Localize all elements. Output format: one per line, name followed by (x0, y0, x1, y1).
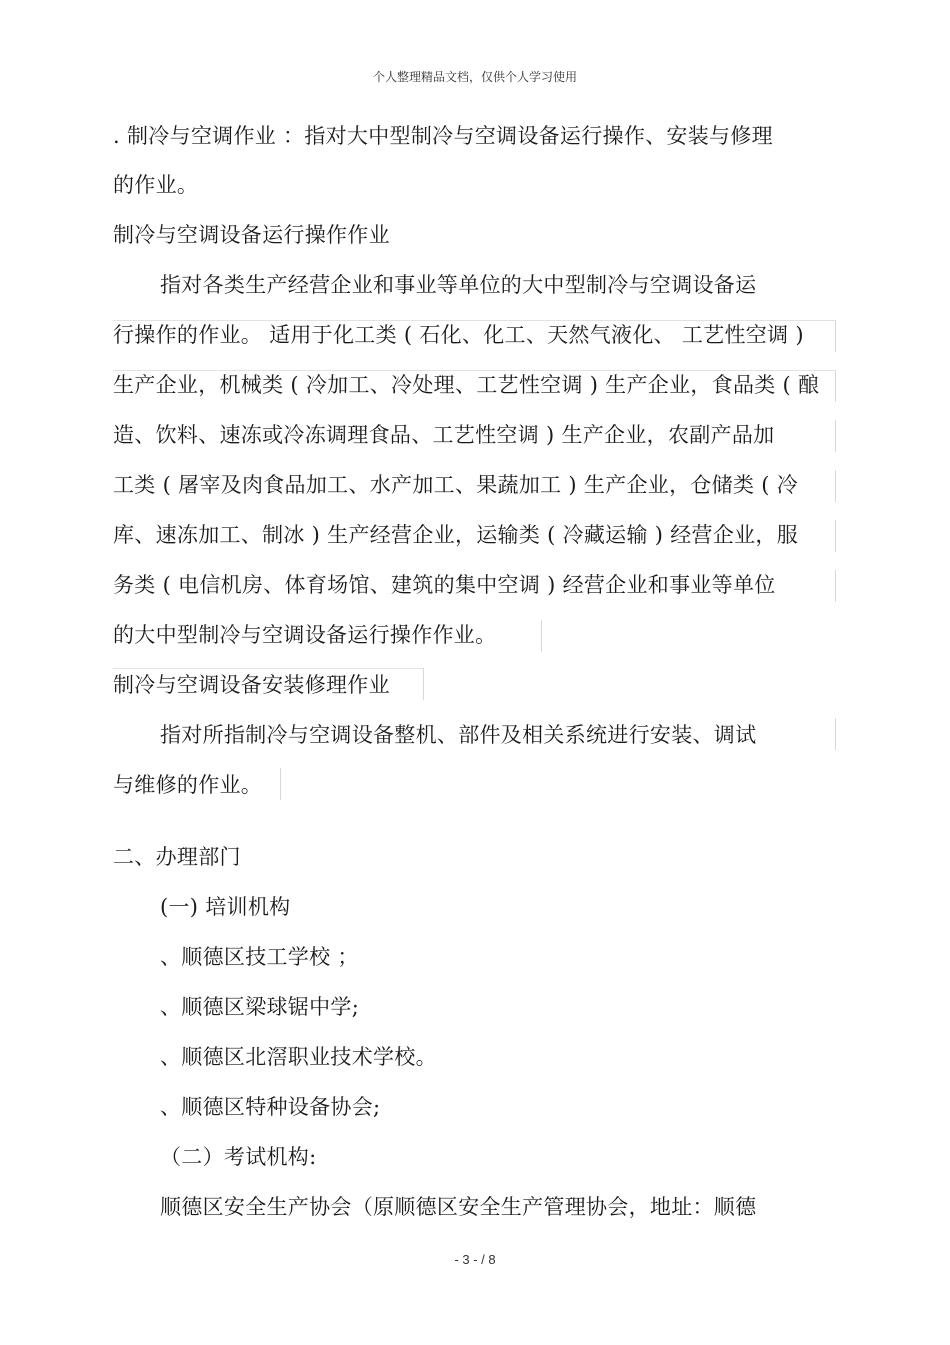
divider (835, 420, 836, 452)
text-line: 工类 ( 屠宰及肉食品加工、水产加工、果蔬加工 ) 生产企业，仓储类 ( 冷 (113, 473, 799, 497)
divider (280, 768, 281, 800)
divider (541, 620, 542, 652)
divider (113, 370, 835, 371)
page-number: - 3 - / 8 (454, 1252, 496, 1267)
list-item: 、顺德区技工学校 ； (160, 945, 359, 969)
divider (423, 668, 424, 700)
subsection-heading: （二）考试机构: (160, 1145, 317, 1169)
text-line: 的大中型制冷与空调设备运行操作作业。 (113, 623, 497, 647)
divider (835, 570, 836, 602)
section-heading: 制冷与空调设备运行操作作业 (113, 223, 390, 247)
text-line: 指对所指制冷与空调设备整机、部件及相关系统进行安装、调试 (160, 723, 757, 747)
divider (835, 470, 836, 502)
text-line: 生产企业，机械类 ( 冷加工、冷处理、工艺性空调 ) 生产企业，食品类 ( 酿 (113, 373, 820, 397)
list-item: 、顺德区梁球锯中学; (160, 995, 360, 1019)
list-item: 、顺德区特种设备协会; (160, 1095, 381, 1119)
text-line: 行操作的作业。 适用于化工类 ( 石化、化工、天然气液化、 工艺性空调 ) (113, 323, 804, 347)
divider (113, 668, 423, 669)
text-line: 务类 ( 电信机房、体育场馆、建筑的集中空调 ) 经营企业和事业等单位 (113, 573, 776, 597)
text-line: 指对各类生产经营企业和事业等单位的大中型制冷与空调设备运 (160, 273, 757, 297)
section-heading: 二、办理部门 (113, 845, 241, 869)
text-line: 的作业。 (113, 173, 199, 197)
text-line: 库、速冻加工、制冰 ) 生产经营企业，运输类 ( 冷藏运输 ) 经营企业，服 (113, 523, 799, 547)
text-line: 造、饮料、速冻或冷冻调理食品、工艺性空调 ) 生产企业，农副产品加 (113, 423, 775, 447)
subsection-heading: (一) 培训机构 (160, 895, 291, 919)
divider (113, 320, 835, 321)
divider (835, 370, 836, 402)
divider (835, 718, 836, 750)
divider (835, 320, 836, 352)
page-header: 个人整理精品文档，仅供个人学习使用 (372, 70, 577, 84)
text-line: . 制冷与空调作业 ：指对大中型制冷与空调设备运行操作、安装与修理 (113, 124, 773, 148)
divider (835, 520, 836, 552)
section-heading: 制冷与空调设备安装修理作业 (113, 673, 390, 697)
list-item: 、顺德区北滘职业技术学校。 (160, 1045, 437, 1069)
text-line: 顺德区安全生产协会（原顺德区安全生产管理协会，地址：顺德 (160, 1195, 757, 1219)
text-line: 与维修的作业。 (113, 773, 263, 797)
